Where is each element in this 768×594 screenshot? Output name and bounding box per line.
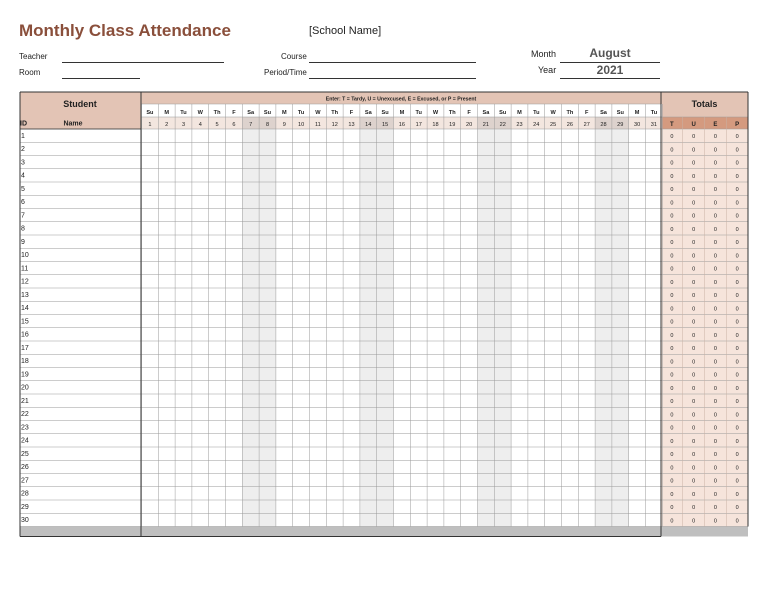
total-value: 0 xyxy=(735,306,739,313)
student-name-cell[interactable] xyxy=(20,394,141,407)
totals-column-header: T xyxy=(670,122,674,128)
total-value: 0 xyxy=(713,147,717,154)
day-of-week: Th xyxy=(213,110,221,116)
day-of-week: Su xyxy=(616,110,624,116)
total-value: 0 xyxy=(670,452,674,458)
total-value: 0 xyxy=(713,452,717,458)
total-value: 0 xyxy=(735,147,739,154)
student-id: 26 xyxy=(21,464,29,472)
day-of-week: Sa xyxy=(364,110,372,116)
day-number: 3 xyxy=(181,122,186,128)
total-value: 0 xyxy=(670,438,674,445)
total-value: 0 xyxy=(713,306,717,313)
total-value: 0 xyxy=(735,359,739,366)
total-value: 0 xyxy=(713,266,717,273)
total-value: 0 xyxy=(735,332,739,339)
day-number: 1 xyxy=(148,122,152,128)
total-value: 0 xyxy=(670,187,674,193)
student-id: 14 xyxy=(21,305,29,313)
student-name-cell[interactable] xyxy=(20,182,141,195)
student-name-cell[interactable] xyxy=(20,142,141,155)
teacher-label: Teacher xyxy=(19,52,48,61)
student-name-cell[interactable] xyxy=(20,421,141,434)
student-id: 25 xyxy=(21,450,29,458)
student-id: 8 xyxy=(21,225,25,233)
student-id: 2 xyxy=(21,146,25,154)
total-value: 0 xyxy=(692,425,696,432)
student-header: Student xyxy=(63,99,97,109)
total-value: 0 xyxy=(735,346,739,352)
total-value: 0 xyxy=(692,332,696,339)
totals-column-header: E xyxy=(713,122,718,128)
total-value: 0 xyxy=(692,226,696,233)
total-value: 0 xyxy=(735,200,739,207)
day-number: 17 xyxy=(415,122,422,128)
total-value: 0 xyxy=(692,293,696,299)
total-value: 0 xyxy=(670,359,674,366)
name-header: Name xyxy=(63,120,83,128)
total-value: 0 xyxy=(735,412,739,419)
total-value: 0 xyxy=(670,505,674,511)
total-value: 0 xyxy=(670,491,674,498)
day-of-week: W xyxy=(550,110,556,116)
student-name-cell[interactable] xyxy=(20,301,141,314)
student-id: 4 xyxy=(21,172,25,180)
footer-bar xyxy=(20,527,748,537)
total-value: 0 xyxy=(735,372,739,379)
day-of-week: F xyxy=(584,110,589,116)
day-number: 14 xyxy=(365,122,372,128)
student-id: 5 xyxy=(21,185,25,193)
total-value: 0 xyxy=(713,240,717,246)
day-of-week: F xyxy=(232,110,236,116)
total-value: 0 xyxy=(735,226,739,233)
total-value: 0 xyxy=(670,412,674,419)
total-value: 0 xyxy=(670,213,674,220)
total-value: 0 xyxy=(713,293,717,299)
total-value: 0 xyxy=(670,200,674,207)
total-value: 0 xyxy=(670,465,674,472)
day-number: 25 xyxy=(549,122,557,128)
day-number: 21 xyxy=(482,122,490,128)
student-name-cell[interactable] xyxy=(20,354,141,367)
student-id: 18 xyxy=(21,358,29,366)
day-of-week: Su xyxy=(146,110,154,116)
page-title: Monthly Class Attendance xyxy=(19,21,231,40)
student-id: 7 xyxy=(21,212,25,220)
total-value: 0 xyxy=(735,319,739,326)
day-of-week: W xyxy=(315,110,321,116)
total-value: 0 xyxy=(713,187,717,193)
total-value: 0 xyxy=(713,385,717,392)
room-label: Room xyxy=(19,68,41,77)
total-value: 0 xyxy=(735,134,739,140)
student-id: 3 xyxy=(21,159,25,167)
student-id: 6 xyxy=(21,199,25,207)
total-value: 0 xyxy=(692,372,696,379)
day-of-week: Tu xyxy=(533,110,540,116)
year-label: Year xyxy=(538,65,557,75)
day-number: 23 xyxy=(516,122,523,128)
student-id: 17 xyxy=(21,344,29,352)
total-value: 0 xyxy=(692,319,696,326)
total-value: 0 xyxy=(713,359,717,366)
day-of-week: F xyxy=(467,110,471,116)
total-value: 0 xyxy=(692,346,696,352)
day-of-week: M xyxy=(281,110,287,116)
day-number: 5 xyxy=(215,122,219,128)
total-value: 0 xyxy=(713,425,717,432)
total-value: 0 xyxy=(713,200,717,207)
student-name-cell[interactable] xyxy=(20,288,141,301)
day-of-week: W xyxy=(197,110,203,116)
total-value: 0 xyxy=(670,332,674,339)
total-value: 0 xyxy=(713,346,717,352)
total-value: 0 xyxy=(670,160,674,167)
total-value: 0 xyxy=(713,279,717,286)
day-of-week: Tu xyxy=(180,110,187,116)
total-value: 0 xyxy=(713,478,717,485)
day-number: 30 xyxy=(633,122,641,128)
student-name-cell[interactable] xyxy=(20,315,141,328)
total-value: 0 xyxy=(735,240,739,246)
student-name-cell[interactable] xyxy=(20,341,141,354)
student-id: 21 xyxy=(21,397,29,405)
student-id: 1 xyxy=(21,132,25,140)
total-value: 0 xyxy=(670,134,674,140)
total-value: 0 xyxy=(692,399,696,405)
day-of-week: Sa xyxy=(482,110,490,116)
student-id: 12 xyxy=(21,278,29,286)
student-name-cell[interactable] xyxy=(20,222,141,235)
total-value: 0 xyxy=(670,346,674,352)
day-number: 27 xyxy=(583,122,590,128)
total-value: 0 xyxy=(670,425,674,432)
day-number: 31 xyxy=(650,122,658,128)
total-value: 0 xyxy=(735,293,739,299)
student-name-cell[interactable] xyxy=(20,235,141,248)
student-name-cell[interactable] xyxy=(20,407,141,420)
day-number: 22 xyxy=(499,122,506,128)
day-of-week: W xyxy=(432,110,439,116)
total-value: 0 xyxy=(735,173,739,180)
totals-column-header: U xyxy=(691,122,696,128)
totals-header: Totals xyxy=(691,99,718,109)
month-value[interactable]: August xyxy=(589,46,631,60)
total-value: 0 xyxy=(713,399,717,405)
total-value: 0 xyxy=(692,359,696,366)
student-id: 20 xyxy=(21,384,29,392)
total-value: 0 xyxy=(692,173,696,180)
total-value: 0 xyxy=(692,306,696,313)
total-value: 0 xyxy=(735,160,739,167)
total-value: 0 xyxy=(735,399,739,405)
student-name-cell[interactable] xyxy=(20,434,141,447)
total-value: 0 xyxy=(735,213,739,220)
total-value: 0 xyxy=(692,385,696,392)
day-number: 11 xyxy=(314,122,321,128)
day-number: 24 xyxy=(533,122,540,128)
total-value: 0 xyxy=(670,518,674,525)
day-number: 13 xyxy=(348,122,355,128)
student-id: 19 xyxy=(21,371,29,379)
day-of-week: F xyxy=(349,110,354,116)
total-value: 0 xyxy=(692,200,696,207)
total-value: 0 xyxy=(692,240,696,246)
total-value: 0 xyxy=(692,279,696,286)
total-value: 0 xyxy=(735,385,739,392)
total-value: 0 xyxy=(735,253,739,260)
total-value: 0 xyxy=(670,319,674,326)
student-name-cell[interactable] xyxy=(20,381,141,394)
student-name-cell[interactable] xyxy=(20,328,141,341)
student-name-cell[interactable] xyxy=(20,368,141,381)
total-value: 0 xyxy=(713,173,717,180)
total-value: 0 xyxy=(670,279,674,286)
day-of-week: Th xyxy=(448,110,456,116)
day-number: 7 xyxy=(249,122,253,128)
total-value: 0 xyxy=(735,518,739,525)
day-of-week: Tu xyxy=(297,110,305,116)
total-value: 0 xyxy=(735,465,739,472)
id-header: ID xyxy=(20,120,27,128)
total-value: 0 xyxy=(713,319,717,326)
day-of-week: M xyxy=(164,110,170,116)
day-of-week: M xyxy=(399,110,405,116)
total-value: 0 xyxy=(713,160,717,167)
total-value: 0 xyxy=(735,478,739,485)
day-number: 6 xyxy=(232,122,236,128)
student-name-cell[interactable] xyxy=(20,156,141,169)
day-number: 12 xyxy=(331,122,338,128)
day-of-week: Tu xyxy=(650,110,658,116)
total-value: 0 xyxy=(692,266,696,273)
student-id: 24 xyxy=(21,437,29,445)
total-value: 0 xyxy=(670,253,674,260)
day-number: 19 xyxy=(449,122,456,128)
total-value: 0 xyxy=(670,293,674,299)
total-value: 0 xyxy=(713,518,717,525)
total-value: 0 xyxy=(735,187,739,193)
total-value: 0 xyxy=(670,226,674,233)
total-value: 0 xyxy=(713,491,717,498)
total-value: 0 xyxy=(692,478,696,485)
total-value: 0 xyxy=(692,518,696,525)
day-of-week: M xyxy=(634,110,640,116)
day-number: 29 xyxy=(617,122,624,128)
day-number: 18 xyxy=(432,122,439,128)
total-value: 0 xyxy=(692,412,696,419)
instructions-text: Enter: T = Tardy, U = Unexcused, E = Excused, or P = Present xyxy=(325,96,477,103)
student-id: 11 xyxy=(21,265,29,273)
student-id: 23 xyxy=(21,424,29,432)
student-id: 16 xyxy=(21,331,29,339)
total-value: 0 xyxy=(692,213,696,220)
total-value: 0 xyxy=(692,452,696,458)
total-value: 0 xyxy=(713,226,717,233)
student-name-cell[interactable] xyxy=(20,169,141,182)
total-value: 0 xyxy=(670,266,674,273)
total-value: 0 xyxy=(692,160,696,167)
student-name-cell[interactable] xyxy=(20,447,141,460)
total-value: 0 xyxy=(713,332,717,339)
student-name-cell[interactable] xyxy=(20,248,141,261)
total-value: 0 xyxy=(670,385,674,392)
student-id: 15 xyxy=(21,318,29,326)
total-value: 0 xyxy=(713,253,717,260)
day-of-week: Su xyxy=(381,110,389,116)
total-value: 0 xyxy=(692,438,696,445)
total-value: 0 xyxy=(670,147,674,154)
day-number: 20 xyxy=(465,122,473,128)
total-value: 0 xyxy=(735,452,739,458)
total-value: 0 xyxy=(670,240,674,246)
total-value: 0 xyxy=(713,134,717,140)
day-number: 16 xyxy=(398,122,406,128)
year-value[interactable]: 2021 xyxy=(596,63,624,77)
student-id: 28 xyxy=(21,490,29,498)
total-value: 0 xyxy=(713,465,717,472)
day-of-week: Th xyxy=(331,110,339,116)
day-number: 8 xyxy=(265,122,270,128)
total-value: 0 xyxy=(735,491,739,498)
total-value: 0 xyxy=(735,425,739,432)
student-name-cell[interactable] xyxy=(20,275,141,288)
student-id: 10 xyxy=(21,252,29,260)
student-id: 30 xyxy=(21,517,29,525)
student-name-cell[interactable] xyxy=(20,129,141,142)
day-number: 10 xyxy=(297,122,305,128)
student-id: 13 xyxy=(21,291,29,299)
total-value: 0 xyxy=(713,372,717,379)
total-value: 0 xyxy=(735,505,739,511)
day-of-week: Tu xyxy=(415,110,422,116)
total-value: 0 xyxy=(692,491,696,498)
day-of-week: M xyxy=(517,110,522,116)
day-number: 15 xyxy=(381,122,389,128)
day-number: 26 xyxy=(566,122,574,128)
total-value: 0 xyxy=(713,213,717,220)
day-number: 28 xyxy=(600,122,607,128)
period-label: Period/Time xyxy=(264,68,307,77)
total-value: 0 xyxy=(670,478,674,485)
total-value: 0 xyxy=(735,266,739,273)
student-id: 27 xyxy=(21,477,29,485)
student-name-cell[interactable] xyxy=(20,474,141,487)
month-label: Month xyxy=(531,49,557,59)
total-value: 0 xyxy=(670,306,674,313)
total-value: 0 xyxy=(692,134,696,140)
total-value: 0 xyxy=(670,399,674,405)
day-of-week: Sa xyxy=(600,110,607,116)
total-value: 0 xyxy=(713,505,717,511)
day-of-week: Su xyxy=(263,110,272,116)
total-value: 0 xyxy=(692,465,696,472)
student-name-cell[interactable] xyxy=(20,460,141,473)
total-value: 0 xyxy=(692,147,696,154)
total-value: 0 xyxy=(670,173,674,180)
student-id: 29 xyxy=(21,503,29,511)
student-name-cell[interactable] xyxy=(20,209,141,222)
total-value: 0 xyxy=(692,253,696,260)
total-value: 0 xyxy=(692,187,696,193)
day-of-week: Sa xyxy=(247,110,255,116)
course-label: Course xyxy=(281,52,307,61)
total-value: 0 xyxy=(713,412,717,419)
total-value: 0 xyxy=(735,438,739,445)
day-number: 4 xyxy=(198,122,202,128)
totals-column-header: P xyxy=(735,122,740,128)
total-value: 0 xyxy=(670,372,674,379)
student-name-cell[interactable] xyxy=(20,513,141,526)
student-id: 9 xyxy=(21,238,25,246)
student-name-cell[interactable] xyxy=(20,195,141,208)
student-id: 22 xyxy=(21,411,29,419)
day-of-week: Th xyxy=(566,110,574,116)
day-number: 9 xyxy=(282,122,286,128)
student-name-cell[interactable] xyxy=(20,262,141,275)
day-of-week: Su xyxy=(499,110,507,116)
student-name-cell[interactable] xyxy=(20,487,141,500)
day-number: 2 xyxy=(165,122,169,128)
student-name-cell[interactable] xyxy=(20,500,141,513)
total-value: 0 xyxy=(713,438,717,445)
total-value: 0 xyxy=(692,505,696,511)
total-value: 0 xyxy=(735,279,739,286)
school-name: [School Name] xyxy=(309,25,382,37)
